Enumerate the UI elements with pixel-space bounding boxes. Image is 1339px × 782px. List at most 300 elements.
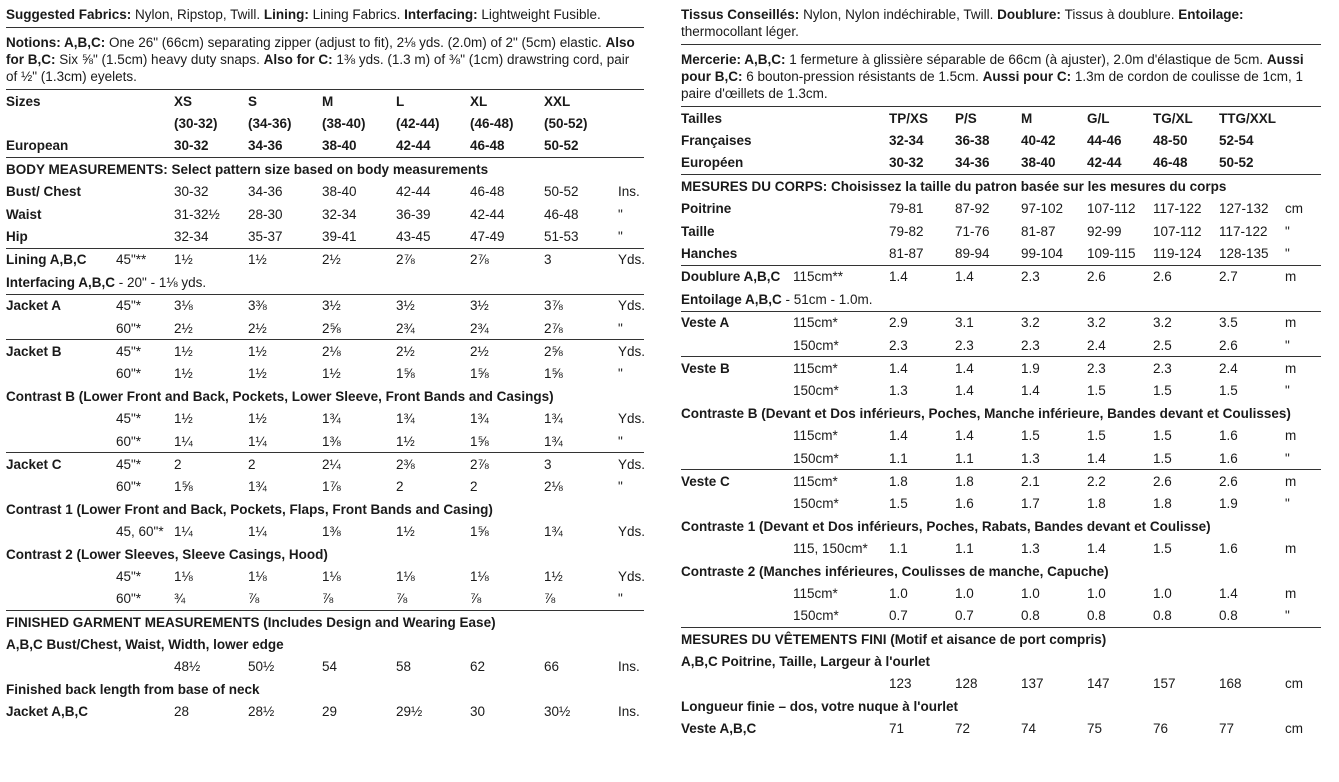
table-cell: 1.3 xyxy=(1021,541,1040,557)
fabric-width: 60"* xyxy=(116,366,142,382)
table-cell: 3⅛ xyxy=(174,294,248,317)
fabric-width: 60"* xyxy=(116,433,142,449)
table-cell: 2 xyxy=(396,479,404,495)
table-cell: 3.5 xyxy=(1219,311,1285,334)
table-cell: 1.8 xyxy=(1153,496,1172,512)
table-cell: 0.8 xyxy=(1087,608,1106,624)
table-cell: 2.3 xyxy=(1021,265,1087,288)
table-cell: 2½ xyxy=(470,340,544,363)
table-row xyxy=(6,340,644,363)
section-heading: Contrast 2 (Lower Sleeves, Sleeve Casings, Hood) xyxy=(6,546,328,562)
row-label: Taille xyxy=(681,223,715,239)
row-label: Veste B xyxy=(681,357,793,380)
table-row xyxy=(6,112,644,134)
table-cell: 2.1 xyxy=(1021,470,1087,493)
table-cell: 30-32 xyxy=(889,155,924,171)
para-label: Notions: A,B,C: xyxy=(6,35,109,50)
table-cell: 1⅜ xyxy=(322,524,341,540)
table-cell: 2.3 xyxy=(1153,357,1219,380)
table-cell: 1¾ xyxy=(544,411,563,427)
row-label xyxy=(6,407,116,429)
table-cell: 1.0 xyxy=(889,585,908,601)
table-cell: 2.6 xyxy=(1087,265,1153,288)
table-row xyxy=(681,447,1321,470)
interfacing-label: Interfacing A,B,C xyxy=(6,274,116,290)
table-cell: 1.4 xyxy=(1087,450,1106,466)
table-row xyxy=(681,357,1321,380)
table-cell: TG/XL xyxy=(1153,107,1219,130)
fabric-width: 150cm* xyxy=(793,608,839,624)
table-cell: 46-48 xyxy=(470,138,505,154)
table-cell: 51-53 xyxy=(544,229,579,245)
section-heading: Contraste 2 (Manches inférieures, Coulisses de manche, Capuche) xyxy=(681,563,1109,579)
table-cell: 1.0 xyxy=(1021,585,1040,601)
unit: m xyxy=(1285,428,1297,444)
table-row xyxy=(681,265,1321,288)
row-label: Hanches xyxy=(681,246,738,262)
table-cell: 62 xyxy=(470,659,486,675)
table-cell: 3.1 xyxy=(955,311,1021,334)
table-cell: 47-49 xyxy=(470,229,505,245)
para-label: Lining: xyxy=(263,7,313,22)
table-cell: 1⅝ xyxy=(470,524,489,540)
table-cell: 42-44 xyxy=(1087,155,1122,171)
table-cell: 1⅞ xyxy=(322,479,341,495)
fabric-width: 150cm* xyxy=(793,337,839,353)
interfacing-row xyxy=(681,288,1321,311)
table-cell: ⅞ xyxy=(322,591,334,607)
table-cell: 46-48 xyxy=(544,206,579,222)
table-cell: 43-45 xyxy=(396,229,431,245)
table-row xyxy=(681,242,1321,265)
table-cell: 2⅛ xyxy=(322,340,396,363)
table-cell: 2⅝ xyxy=(322,320,341,336)
fabric-width xyxy=(793,220,889,242)
row-label: Jacket B xyxy=(6,340,116,363)
table-row xyxy=(6,453,644,476)
table-row xyxy=(6,385,644,407)
fabric-width: 45"* xyxy=(116,340,174,363)
table-row xyxy=(6,520,644,542)
row-label xyxy=(681,424,793,446)
table-cell: 1⅝ xyxy=(544,366,563,382)
unit: " xyxy=(618,366,623,382)
fabric-width xyxy=(116,203,174,225)
table-cell: 71-76 xyxy=(955,223,990,239)
table-cell: 1½ xyxy=(396,524,415,540)
unit xyxy=(1285,152,1321,175)
fabric-width xyxy=(116,90,174,113)
table-cell: 1.1 xyxy=(889,450,908,466)
fabric-width xyxy=(793,718,889,740)
table-cell: 30 xyxy=(470,704,486,720)
table-cell: 81-87 xyxy=(1021,223,1056,239)
row-label xyxy=(681,537,793,559)
table-cell: 32-34 xyxy=(174,229,209,245)
fabric-width: 115cm* xyxy=(793,470,889,493)
row-label: Tailles xyxy=(681,107,793,130)
table-cell: 2½ xyxy=(174,320,193,336)
table-cell: 1.1 xyxy=(955,541,974,557)
table-cell: (30-32) xyxy=(174,116,218,132)
table-cell: ⅞ xyxy=(470,591,482,607)
table-cell: 76 xyxy=(1153,721,1169,737)
unit: Ins. xyxy=(618,184,640,200)
fabric-width xyxy=(793,107,889,130)
unit: m xyxy=(1285,311,1321,334)
table-cell: 58 xyxy=(396,659,412,675)
table-cell: 3.2 xyxy=(1153,311,1219,334)
table-cell: 2 xyxy=(174,453,248,476)
table-row xyxy=(6,90,644,113)
para-label: Entoilage: xyxy=(1178,7,1244,22)
table-row xyxy=(6,633,644,655)
para-text: thermocollant léger. xyxy=(681,24,799,39)
table-cell: 2.3 xyxy=(1087,357,1153,380)
table-cell: 2.7 xyxy=(1219,265,1285,288)
table-cell: 38-40 xyxy=(322,138,357,154)
fabric-width: 115cm** xyxy=(793,265,889,288)
table-cell: 109-115 xyxy=(1087,246,1136,262)
notions-paragraph-fr xyxy=(681,44,1321,106)
table-cell: 2.5 xyxy=(1153,337,1172,353)
unit: cm xyxy=(1285,676,1303,692)
table-cell: 2⅝ xyxy=(544,340,618,363)
unit: Ins. xyxy=(618,704,640,720)
para-label: Doublure: xyxy=(997,7,1065,22)
table-cell: 1.6 xyxy=(1219,450,1238,466)
fabric-width xyxy=(793,198,889,220)
table-cell: 89-94 xyxy=(955,246,990,262)
table-cell: 40-42 xyxy=(1021,133,1056,149)
table-cell: 1¼ xyxy=(174,433,193,449)
table-cell: 1½ xyxy=(248,340,322,363)
unit: " xyxy=(1285,450,1290,466)
fabric-width: 150cm* xyxy=(793,450,839,466)
table-cell: 1.0 xyxy=(1153,585,1172,601)
table-cell: 42-44 xyxy=(470,206,505,222)
table-row xyxy=(681,537,1321,559)
table-row xyxy=(6,610,644,633)
fabric-width xyxy=(116,656,174,678)
table-cell: 1.4 xyxy=(889,265,955,288)
unit: Yds. xyxy=(618,524,646,540)
table-cell: 2.3 xyxy=(1021,337,1040,353)
table-row xyxy=(681,582,1321,604)
unit: m xyxy=(1285,265,1321,288)
table-row xyxy=(681,470,1321,493)
table-cell: 1.8 xyxy=(889,470,955,493)
table-cell: 1⅛ xyxy=(248,568,267,584)
table-cell: 1.5 xyxy=(1087,383,1106,399)
table-cell: 1.4 xyxy=(955,383,974,399)
table-cell: 123 xyxy=(889,676,912,692)
table-cell: 1.1 xyxy=(889,541,908,557)
table-cell: 1.5 xyxy=(1153,541,1172,557)
table-row xyxy=(6,678,644,700)
table-cell: 1⅝ xyxy=(174,479,193,495)
table-cell: 1.0 xyxy=(955,585,974,601)
table-cell: 29 xyxy=(322,704,338,720)
table-cell: 1½ xyxy=(544,568,563,584)
unit: " xyxy=(1285,246,1290,262)
table-cell: 1.4 xyxy=(889,357,955,380)
table-cell: 36-39 xyxy=(396,206,431,222)
table-cell: 3⅜ xyxy=(248,294,322,317)
table-cell: ⅞ xyxy=(248,591,260,607)
interfacing-row xyxy=(6,271,644,294)
table-cell: 2½ xyxy=(322,248,396,271)
row-label: Françaises xyxy=(681,133,752,149)
table-cell: 28 xyxy=(174,704,190,720)
row-label xyxy=(681,493,793,515)
table-row xyxy=(6,135,644,158)
table-cell: (46-48) xyxy=(470,116,514,132)
row-label xyxy=(6,476,116,498)
table-row xyxy=(681,695,1321,717)
table-cell: 2⅜ xyxy=(396,453,470,476)
row-label: Bust/ Chest xyxy=(6,184,82,200)
table-cell: 72 xyxy=(955,721,971,737)
fabric-width xyxy=(793,152,889,175)
table-cell: 38-40 xyxy=(1021,155,1056,171)
table-cell: 1.5 xyxy=(1021,428,1040,444)
table-cell: 2½ xyxy=(396,340,470,363)
table-cell: 107-112 xyxy=(1087,201,1136,217)
unit xyxy=(618,135,644,158)
table-cell: 1.9 xyxy=(1219,496,1238,512)
french-column xyxy=(681,0,1321,740)
row-label xyxy=(681,334,793,357)
table-cell: 35-37 xyxy=(248,229,283,245)
unit xyxy=(1285,129,1321,151)
table-row xyxy=(681,515,1321,537)
unit: " xyxy=(618,591,623,607)
table-cell: ⅞ xyxy=(544,591,556,607)
unit: m xyxy=(1285,585,1297,601)
row-label: European xyxy=(6,138,69,154)
table-cell: 128 xyxy=(955,676,978,692)
table-cell: 1½ xyxy=(174,411,193,427)
yardage-table-fr xyxy=(681,106,1321,740)
table-row xyxy=(681,424,1321,446)
row-label: Poitrine xyxy=(681,201,732,217)
table-cell: 1.5 xyxy=(1153,450,1172,466)
interfacing-label: Entoilage A,B,C xyxy=(681,291,782,307)
para-text: 1⅜ yds. (1.3 m) of ⅜" (1cm) drawstring cord, pair of ½" (1.3cm) eyelets. xyxy=(6,52,630,84)
unit: Yds. xyxy=(618,340,644,363)
unit: Yds. xyxy=(618,411,646,427)
table-cell: 2¾ xyxy=(470,320,489,336)
table-cell: 1.5 xyxy=(889,496,908,512)
unit: " xyxy=(1285,337,1290,353)
unit: Yds. xyxy=(618,294,644,317)
table-cell: 2.6 xyxy=(1153,470,1219,493)
table-cell: 46-48 xyxy=(1153,155,1188,171)
section-heading: Finished back length from base of neck xyxy=(6,681,260,697)
table-cell: 3 xyxy=(544,248,618,271)
table-cell: 34-36 xyxy=(955,155,990,171)
table-cell: 28-30 xyxy=(248,206,283,222)
fabric-width xyxy=(793,242,889,265)
table-cell: XXL xyxy=(544,90,618,113)
table-cell: 3⅞ xyxy=(544,294,618,317)
unit xyxy=(618,90,644,113)
row-label xyxy=(681,673,793,695)
fabric-width: 45"* xyxy=(116,411,142,427)
fabric-width xyxy=(116,225,174,248)
table-cell: 2½ xyxy=(248,320,267,336)
section-heading: Contrast B (Lower Front and Back, Pockets, Lower Sleeve, Front Bands and Casings) xyxy=(6,388,554,404)
row-label: Jacket C xyxy=(6,453,116,476)
table-cell: 52-54 xyxy=(1219,133,1254,149)
table-row xyxy=(6,225,644,248)
unit: m xyxy=(1285,541,1297,557)
table-cell: 1½ xyxy=(322,366,341,382)
table-cell: 1¾ xyxy=(544,433,563,449)
fabric-width: 45"* xyxy=(116,294,174,317)
para-label: Aussi pour C: xyxy=(982,69,1075,84)
para-text: 1 fermeture à glissière séparable de 66cm (à ajuster), 2.0m d'élastique de 5cm. xyxy=(789,52,1267,67)
para-label: Aussi pour B,C: xyxy=(681,52,1304,84)
table-row xyxy=(6,430,644,453)
table-cell: 2.6 xyxy=(1219,337,1238,353)
fabric-width: 45"* xyxy=(116,568,142,584)
table-row xyxy=(6,565,644,587)
table-cell: 1¼ xyxy=(174,524,193,540)
table-cell: 2.3 xyxy=(955,337,974,353)
table-cell: 30-32 xyxy=(174,138,209,154)
table-cell: 32-34 xyxy=(322,206,357,222)
table-cell: (34-36) xyxy=(248,116,292,132)
table-cell: 3½ xyxy=(396,294,470,317)
para-label: Also for C: xyxy=(263,52,337,67)
table-row xyxy=(6,203,644,225)
table-cell: G/L xyxy=(1087,107,1153,130)
table-cell: 1.6 xyxy=(1219,541,1238,557)
table-cell: 157 xyxy=(1153,676,1176,692)
fabric-width: 115cm* xyxy=(793,585,838,601)
table-row xyxy=(681,673,1321,695)
table-cell: 1.5 xyxy=(1219,383,1238,399)
para-label: Mercerie: A,B,C: xyxy=(681,52,790,67)
section-heading: A,B,C Bust/Chest, Waist, Width, lower edge xyxy=(6,637,284,653)
table-cell: 1¾ xyxy=(322,411,341,427)
fabric-width: 45, 60"* xyxy=(116,524,164,540)
unit: " xyxy=(1285,383,1290,399)
table-cell: 31-32½ xyxy=(174,206,220,222)
table-cell: 1¾ xyxy=(470,411,489,427)
table-row xyxy=(6,407,644,429)
table-cell: M xyxy=(1021,107,1087,130)
table-cell: 2.6 xyxy=(1153,265,1219,288)
row-label: Jacket A xyxy=(6,294,116,317)
fabric-width xyxy=(793,129,889,151)
table-cell: 1.4 xyxy=(1087,541,1106,557)
table-cell: 2.3 xyxy=(889,337,908,353)
table-cell: 0.7 xyxy=(955,608,974,624)
table-cell: 87-92 xyxy=(955,201,990,217)
row-label xyxy=(681,582,793,604)
table-cell: 48-50 xyxy=(1153,133,1188,149)
table-cell: 119-124 xyxy=(1153,246,1202,262)
table-cell: 1.8 xyxy=(955,470,1021,493)
para-text: Tissus à doublure. xyxy=(1064,7,1179,22)
section-heading: MESURES DU VÊTEMENTS FINI (Motif et aisance de port compris) xyxy=(681,627,1321,650)
row-label: Européen xyxy=(681,155,744,171)
table-row xyxy=(6,588,644,611)
row-label xyxy=(6,588,116,611)
table-row xyxy=(681,175,1321,198)
section-heading: Contraste B (Devant et Dos inférieurs, Poches, Manche inférieure, Bandes devant et Coulisses) xyxy=(681,405,1291,421)
unit: m xyxy=(1285,470,1321,493)
para-text: Lightweight Fusible. xyxy=(481,7,601,22)
table-row xyxy=(681,334,1321,357)
table-cell: 2.9 xyxy=(889,311,955,334)
row-label: Veste A,B,C xyxy=(681,721,757,737)
table-cell: TTG/XXL xyxy=(1219,107,1285,130)
table-cell: 3.2 xyxy=(1087,311,1153,334)
table-cell: 1½ xyxy=(174,366,193,382)
row-label xyxy=(6,656,116,678)
table-cell: 1.5 xyxy=(1153,383,1172,399)
table-cell: 34-36 xyxy=(248,184,283,200)
row-label: Waist xyxy=(6,206,42,222)
table-cell: 2⅞ xyxy=(396,248,470,271)
table-cell: 1.3 xyxy=(889,383,908,399)
table-row xyxy=(6,498,644,520)
table-row xyxy=(6,317,644,340)
table-cell: 1⅛ xyxy=(322,568,341,584)
table-cell: 1½ xyxy=(248,366,267,382)
unit: Yds. xyxy=(618,453,644,476)
table-cell: 81-87 xyxy=(889,246,924,262)
table-cell: 44-46 xyxy=(1087,133,1122,149)
fabric-width: 45"* xyxy=(116,453,174,476)
table-cell: 79-82 xyxy=(889,223,924,239)
unit: " xyxy=(1285,608,1290,624)
row-label xyxy=(6,520,116,542)
unit: m xyxy=(1285,357,1321,380)
table-cell: 2¾ xyxy=(396,320,415,336)
table-cell: 1.4 xyxy=(955,265,1021,288)
table-cell: 50-52 xyxy=(544,184,579,200)
fabric-width: 115cm* xyxy=(793,428,838,444)
table-cell: (38-40) xyxy=(322,116,366,132)
table-cell: 1.5 xyxy=(1087,428,1106,444)
unit: " xyxy=(618,229,623,245)
fabric-width: 115cm* xyxy=(793,311,889,334)
para-text: Lining Fabrics. xyxy=(312,7,405,22)
table-row xyxy=(681,198,1321,220)
yardage-table xyxy=(6,89,644,723)
para-text: Nylon, Nylon indéchirable, Twill. xyxy=(803,7,998,22)
table-cell: 2 xyxy=(248,453,322,476)
fabric-width xyxy=(116,112,174,134)
table-cell: 30-32 xyxy=(174,184,209,200)
table-cell: XL xyxy=(470,90,544,113)
table-cell: 30½ xyxy=(544,704,571,720)
table-cell: 2⅞ xyxy=(544,320,563,336)
section-heading: A,B,C Poitrine, Taille, Largeur à l'ourlet xyxy=(681,654,931,670)
table-cell: 1.6 xyxy=(1219,428,1238,444)
table-cell: (42-44) xyxy=(396,116,440,132)
row-label: Veste C xyxy=(681,470,793,493)
notions-paragraph xyxy=(6,27,644,89)
fabric-width xyxy=(116,135,174,158)
fabric-width: 60"* xyxy=(116,479,142,495)
table-cell: 50-52 xyxy=(1219,155,1254,171)
